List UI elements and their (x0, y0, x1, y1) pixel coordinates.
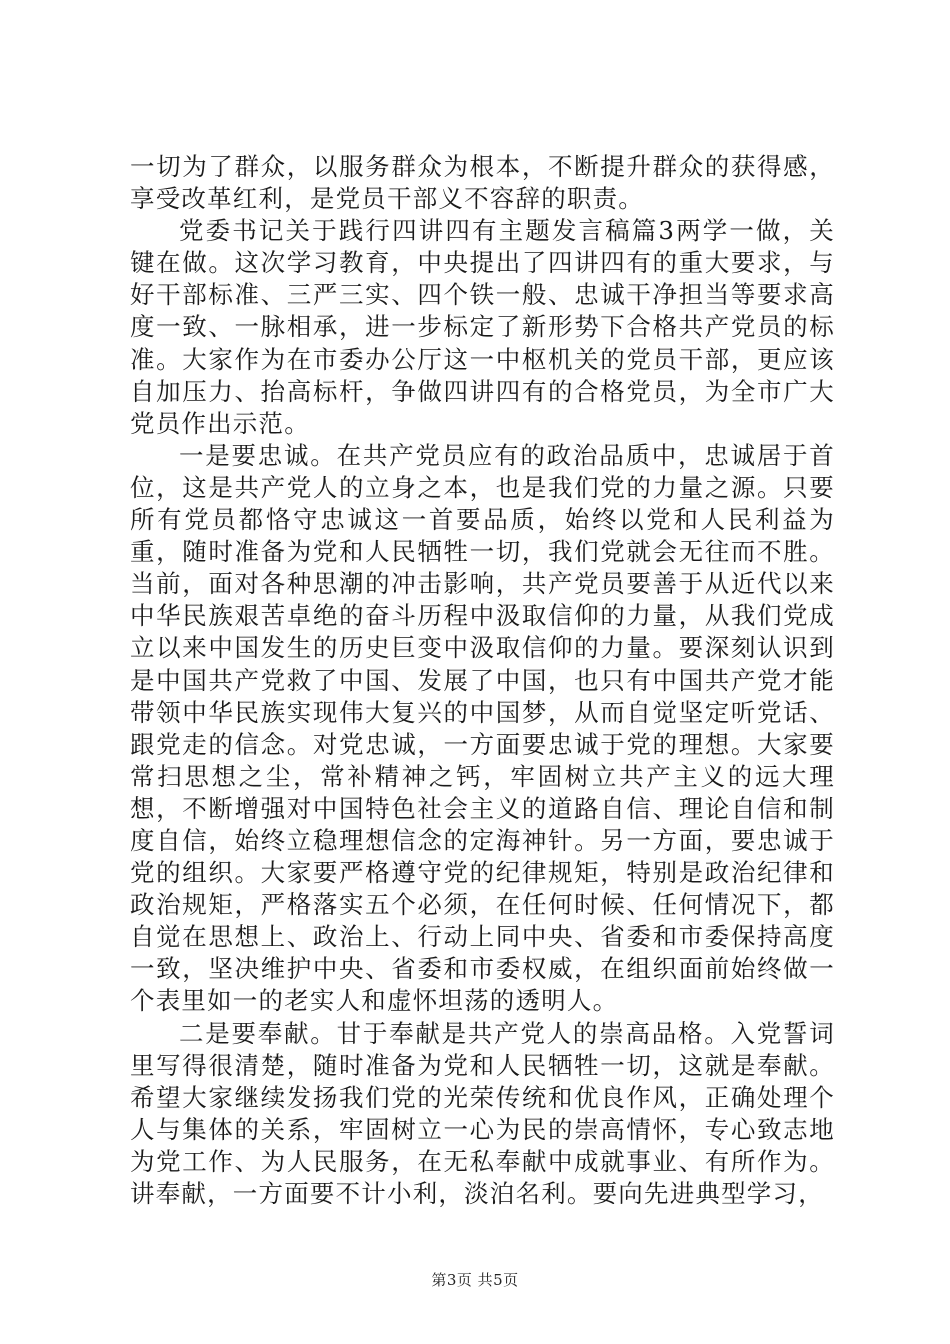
paragraph-1: 一切为了群众，以服务群众为根本，不断提升群众的获得感，享受改革红利，是党员干部义不容辞的职责。 (130, 152, 835, 214)
paragraph-2: 党委书记关于践行四讲四有主题发言稿篇3两学一做，关键在做。这次学习教育，中央提出了四讲四有的重大要求，与好干部标准、三严三实、四个铁一般、忠诚干净担当等要求高度一致、一脉相承，进一步标定了新形势下合格共产党员的标准。大家作为在市委办公厅这一中枢机关的党员干部，更应该自加压力、抬高标杆，争做四讲四有的合格党员，为全市广大党员作出示范。 (130, 216, 835, 438)
page-footer: 第3页 共5页 (431, 1271, 519, 1289)
document-body (130, 151, 835, 1210)
paragraph-3: 一是要忠诚。在共产党员应有的政治品质中，忠诚居于首位，这是共产党人的立身之本，也是我们党的力量之源。只要所有党员都恪守忠诚这一首要品质，始终以党和人民利益为重，随时准备为党和人民牺牲一切，我们党就会无往而不胜。当前，面对各种思潮的冲击影响，共产党员要善于从近代以来中华民族艰苦卓绝的奋斗历程中汲取信仰的力量，从我们党成立以来中国发生的历史巨变中汲取信仰的力量。要深刻认识到是中国共产党救了中国、发展了中国，也只有中国共产党才能带领中华民族实现伟大复兴的中国梦，从而自觉坚定听党话、跟党走的信念。对党忠诚，一方面要忠诚于党的理想。大家要常扫思想之尘，常补精神之钙，牢固树立共产主义的远大理想，不断增强对中国特色社会主义的道路自信、理论自信和制度自信，始终立稳理想信念的定海神针。另一方面，要忠诚于党的组织。大家要严格遵守党的纪律规矩，特别是政治纪律和政治规矩，严格落实五个必须，在任何时候、任何情况下，都自觉在思想上、政治上、行动上同中央、省委和市委保持高度一致，坚决维护中央、省委和市委权威，在组织面前始终做一个表里如一的老实人和虚怀坦荡的透明人。 (130, 440, 835, 1016)
paragraph-4: 二是要奉献。甘于奉献是共产党人的崇高品格。入党誓词里写得很清楚，随时准备为党和人民牺牲一切，这就是奉献。希望大家继续发扬我们党的光荣传统和优良作风，正确处理个人与集体的关系，牢固树立一心为民的崇高情怀，专心致志地为党工作、为人民服务，在无私奉献中成就事业、有所作为。讲奉献，一方面要不计小利，淡泊名利。要向先进典型学习， (130, 1018, 835, 1208)
